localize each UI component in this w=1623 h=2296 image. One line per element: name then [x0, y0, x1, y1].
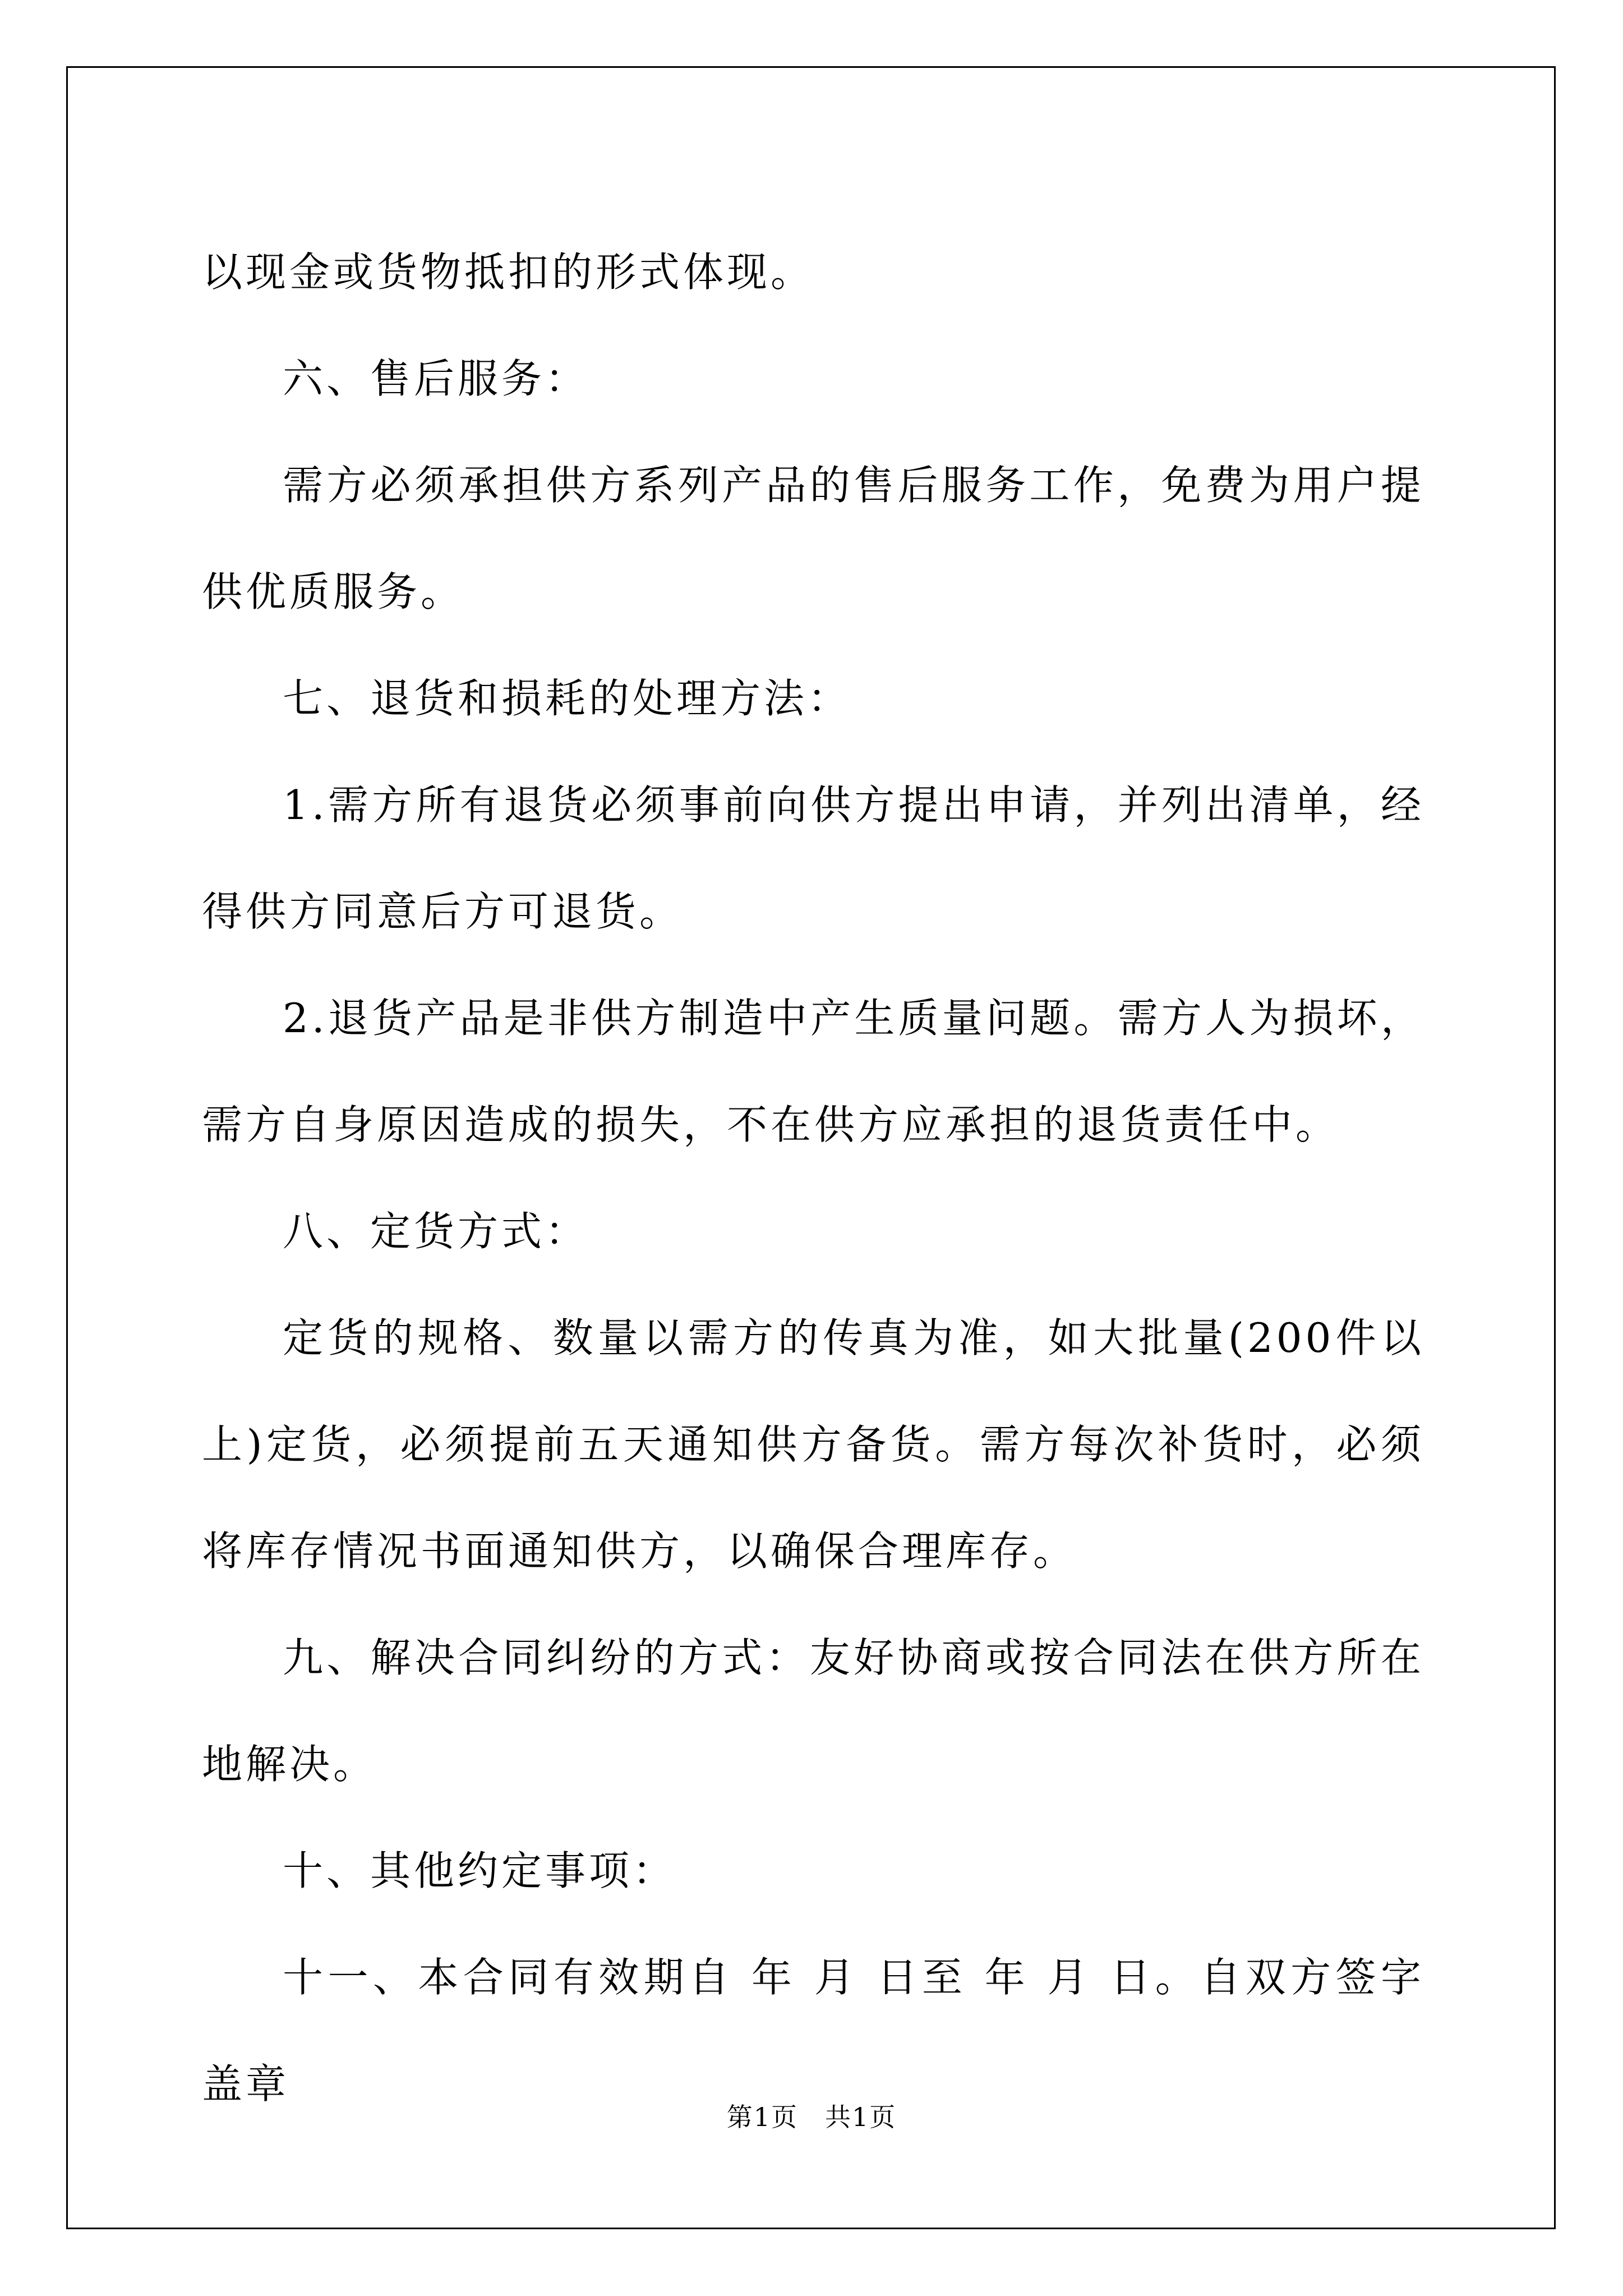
heading-ordering: 八、定货方式：	[283, 1208, 589, 1255]
document-body	[202, 219, 1424, 2137]
heading-other-matters: 十、其他约定事项：	[283, 1847, 677, 1894]
paragraph-after-sales: 需方必须承担供方系列产品的售后服务工作，免费为用户提供优质服务。	[202, 462, 1424, 615]
paragraph-validity: 十一、本合同有效期自 年 月 日至 年 月 日。自双方签字盖章	[202, 1954, 1424, 2108]
heading-after-sales: 六、售后服务：	[283, 355, 589, 402]
page-footer	[0, 2100, 1623, 2134]
paragraph-disputes: 九、解决合同纠纷的方式：友好协商或按合同法在供方所在地解决。	[202, 1634, 1424, 1788]
heading-returns: 七、退货和损耗的处理方法：	[283, 675, 852, 722]
page-total: 共1页	[825, 2102, 897, 2132]
paragraph-returns-1: 1.需方所有退货必须事前向供方提出申请，并列出清单，经得供方同意后方可退货。	[202, 781, 1424, 935]
page-number: 第1页	[726, 2102, 798, 2132]
paragraph-ordering: 定货的规格、数量以需方的传真为准，如大批量(200件以上)定货，必须提前五天通知供方备货。需方每次补货时，必须将库存情况书面通知供方，以确保合理库存。	[202, 1314, 1424, 1575]
paragraph-returns-2: 2.退货产品是非供方制造中产生质量问题。需方人为损坏，需方自身原因造成的损失，不在供方应承担的退货责任中。	[202, 995, 1424, 1148]
paragraph-cash-deduction: 以现金或货物抵扣的形式体现。	[202, 249, 815, 296]
